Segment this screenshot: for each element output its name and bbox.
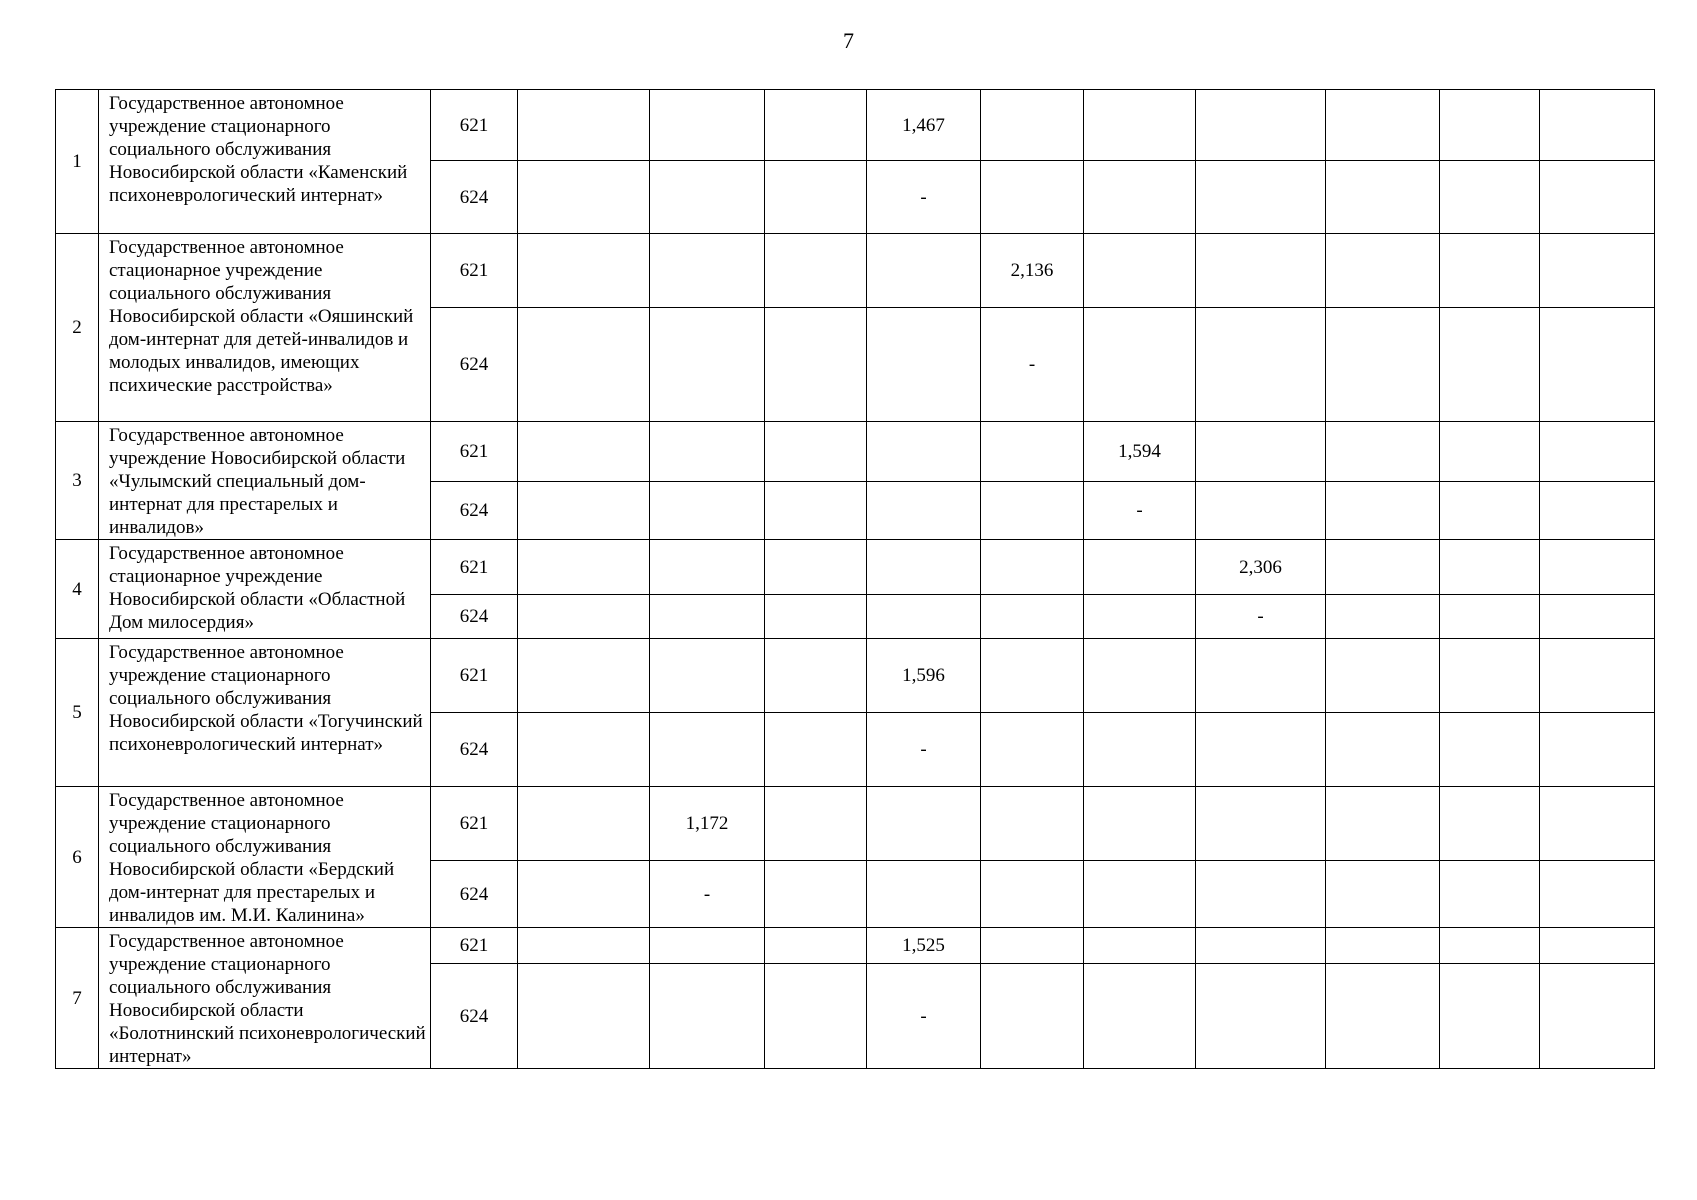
value-cell <box>867 234 981 308</box>
table-row <box>56 90 1655 161</box>
table-body <box>56 90 1655 1069</box>
value-cell <box>1084 713 1196 787</box>
value-cell <box>518 90 650 161</box>
value-cell <box>765 861 867 928</box>
value-cell <box>650 481 765 540</box>
value-cell <box>1326 308 1440 422</box>
value-cell <box>1326 964 1440 1069</box>
value-cell <box>1440 964 1540 1069</box>
value-cell <box>765 964 867 1069</box>
value-cell <box>981 787 1084 861</box>
institution-name: Государственное автономное учреждение стационарного социального обслуживания Новосибирской области «Болотнинский психоневрологический интернат» <box>99 928 431 1069</box>
value-cell <box>765 234 867 308</box>
expense-code: 621 <box>431 422 518 482</box>
value-cell <box>1440 595 1540 639</box>
value-cell <box>518 861 650 928</box>
institution-name: Государственное автономное стационарное учреждение социального обслуживания Новосибирской области «Ояшинский дом-интернат для детей-инвалидов и молодых инвалидов, имеющих психические расстройства» <box>99 234 431 422</box>
value-cell <box>765 639 867 713</box>
expense-code: 624 <box>431 713 518 787</box>
value-cell: - <box>867 964 981 1069</box>
value-cell <box>765 90 867 161</box>
value-cell <box>1084 161 1196 234</box>
expense-code: 621 <box>431 540 518 595</box>
value-cell <box>650 964 765 1069</box>
value-cell <box>650 422 765 482</box>
value-cell: - <box>1084 481 1196 540</box>
value-cell <box>1440 861 1540 928</box>
value-cell <box>1440 481 1540 540</box>
value-cell <box>1540 964 1655 1069</box>
value-cell: 2,136 <box>981 234 1084 308</box>
expense-code: 624 <box>431 964 518 1069</box>
value-cell <box>518 928 650 964</box>
institution-name: Государственное автономное учреждение стационарного социального обслуживания Новосибирской области «Бердский дом-интернат для престарелых и инвалидов им. М.И. Калинина» <box>99 787 431 928</box>
row-number: 7 <box>56 928 99 1069</box>
value-cell <box>518 639 650 713</box>
value-cell <box>981 928 1084 964</box>
value-cell <box>981 861 1084 928</box>
value-cell <box>981 422 1084 482</box>
value-cell <box>981 540 1084 595</box>
value-cell <box>1084 787 1196 861</box>
value-cell <box>981 713 1084 787</box>
value-cell <box>650 713 765 787</box>
value-cell <box>1326 161 1440 234</box>
value-cell <box>981 639 1084 713</box>
value-cell <box>1196 639 1326 713</box>
institution-name: Государственное автономное учреждение стационарного социального обслуживания Новосибирской области «Каменский психоневрологический интернат» <box>99 90 431 234</box>
value-cell <box>1196 308 1326 422</box>
value-cell <box>518 964 650 1069</box>
value-cell <box>1540 713 1655 787</box>
value-cell <box>1196 234 1326 308</box>
value-cell <box>981 595 1084 639</box>
value-cell <box>1196 861 1326 928</box>
value-cell: 1,172 <box>650 787 765 861</box>
value-cell <box>765 540 867 595</box>
value-cell <box>765 481 867 540</box>
value-cell <box>765 422 867 482</box>
value-cell <box>1196 481 1326 540</box>
value-cell <box>1540 481 1655 540</box>
value-cell <box>1440 639 1540 713</box>
value-cell <box>765 928 867 964</box>
value-cell <box>650 234 765 308</box>
value-cell <box>1326 861 1440 928</box>
value-cell <box>1440 422 1540 482</box>
value-cell <box>765 787 867 861</box>
value-cell <box>1326 787 1440 861</box>
allocation-table <box>55 89 1655 1069</box>
row-number: 6 <box>56 787 99 928</box>
value-cell <box>650 308 765 422</box>
page-number: 7 <box>843 28 854 53</box>
value-cell <box>1440 540 1540 595</box>
value-cell <box>1326 713 1440 787</box>
row-number: 5 <box>56 639 99 787</box>
expense-code: 624 <box>431 595 518 639</box>
value-cell <box>1084 595 1196 639</box>
value-cell <box>765 161 867 234</box>
value-cell <box>1196 422 1326 482</box>
value-cell <box>650 540 765 595</box>
value-cell <box>650 928 765 964</box>
value-cell <box>1440 787 1540 861</box>
value-cell <box>650 639 765 713</box>
table-row <box>56 540 1655 595</box>
value-cell <box>1540 540 1655 595</box>
value-cell <box>765 595 867 639</box>
value-cell <box>1084 928 1196 964</box>
value-cell <box>867 308 981 422</box>
value-cell <box>650 90 765 161</box>
row-number: 3 <box>56 422 99 540</box>
institution-name: Государственное автономное учреждение стационарного социального обслуживания Новосибирской области «Тогучинский психоневрологический интернат» <box>99 639 431 787</box>
value-cell <box>1440 713 1540 787</box>
value-cell: - <box>1196 595 1326 639</box>
value-cell <box>1540 161 1655 234</box>
value-cell <box>981 161 1084 234</box>
value-cell <box>1540 90 1655 161</box>
value-cell <box>1326 595 1440 639</box>
value-cell <box>1196 713 1326 787</box>
value-cell <box>765 713 867 787</box>
value-cell <box>981 90 1084 161</box>
value-cell <box>1326 639 1440 713</box>
value-cell <box>1540 234 1655 308</box>
expense-code: 621 <box>431 639 518 713</box>
value-cell <box>1196 928 1326 964</box>
value-cell <box>1196 90 1326 161</box>
value-cell: - <box>981 308 1084 422</box>
institution-name: Государственное автономное стационарное учреждение Новосибирской области «Областной Дом милосердия» <box>99 540 431 639</box>
value-cell: 1,525 <box>867 928 981 964</box>
value-cell <box>518 713 650 787</box>
value-cell <box>867 787 981 861</box>
table-row <box>56 234 1655 308</box>
value-cell <box>1196 964 1326 1069</box>
value-cell <box>981 964 1084 1069</box>
value-cell <box>1440 90 1540 161</box>
table-row <box>56 787 1655 861</box>
value-cell <box>650 161 765 234</box>
value-cell <box>1440 234 1540 308</box>
value-cell <box>518 308 650 422</box>
value-cell <box>518 161 650 234</box>
value-cell: 1,594 <box>1084 422 1196 482</box>
value-cell <box>867 422 981 482</box>
value-cell: - <box>867 713 981 787</box>
value-cell <box>1084 90 1196 161</box>
value-cell <box>1326 540 1440 595</box>
value-cell <box>518 481 650 540</box>
value-cell <box>1440 928 1540 964</box>
value-cell <box>1440 161 1540 234</box>
value-cell: 1,467 <box>867 90 981 161</box>
value-cell <box>1326 234 1440 308</box>
value-cell <box>518 787 650 861</box>
value-cell: - <box>650 861 765 928</box>
value-cell <box>765 308 867 422</box>
value-cell <box>1196 787 1326 861</box>
value-cell <box>981 481 1084 540</box>
value-cell <box>1084 308 1196 422</box>
row-number: 1 <box>56 90 99 234</box>
institution-name: Государственное автономное учреждение Новосибирской области «Чулымский специальный дом-интернат для престарелых и инвалидов» <box>99 422 431 540</box>
expense-code: 624 <box>431 308 518 422</box>
row-number: 2 <box>56 234 99 422</box>
value-cell <box>650 595 765 639</box>
value-cell <box>518 595 650 639</box>
expense-code: 624 <box>431 481 518 540</box>
value-cell <box>1084 964 1196 1069</box>
value-cell <box>1084 234 1196 308</box>
expense-code: 624 <box>431 161 518 234</box>
value-cell <box>1326 928 1440 964</box>
value-cell <box>1196 161 1326 234</box>
value-cell: - <box>867 161 981 234</box>
value-cell <box>1540 861 1655 928</box>
row-number: 4 <box>56 540 99 639</box>
table-row <box>56 928 1655 964</box>
value-cell: 1,596 <box>867 639 981 713</box>
value-cell <box>1540 928 1655 964</box>
value-cell <box>1326 90 1440 161</box>
value-cell <box>1440 308 1540 422</box>
value-cell <box>867 540 981 595</box>
expense-code: 621 <box>431 90 518 161</box>
expense-code: 621 <box>431 787 518 861</box>
value-cell <box>518 422 650 482</box>
value-cell <box>1084 639 1196 713</box>
value-cell: 2,306 <box>1196 540 1326 595</box>
value-cell <box>1326 481 1440 540</box>
expense-code: 621 <box>431 928 518 964</box>
value-cell <box>1326 422 1440 482</box>
value-cell <box>1540 787 1655 861</box>
value-cell <box>1540 639 1655 713</box>
value-cell <box>1540 422 1655 482</box>
value-cell <box>518 234 650 308</box>
value-cell <box>867 861 981 928</box>
value-cell <box>1084 861 1196 928</box>
expense-code: 624 <box>431 861 518 928</box>
table-row <box>56 639 1655 713</box>
table-row <box>56 422 1655 482</box>
value-cell <box>867 595 981 639</box>
expense-code: 621 <box>431 234 518 308</box>
value-cell <box>1540 308 1655 422</box>
value-cell <box>1540 595 1655 639</box>
value-cell <box>518 540 650 595</box>
value-cell <box>1084 540 1196 595</box>
value-cell <box>867 481 981 540</box>
